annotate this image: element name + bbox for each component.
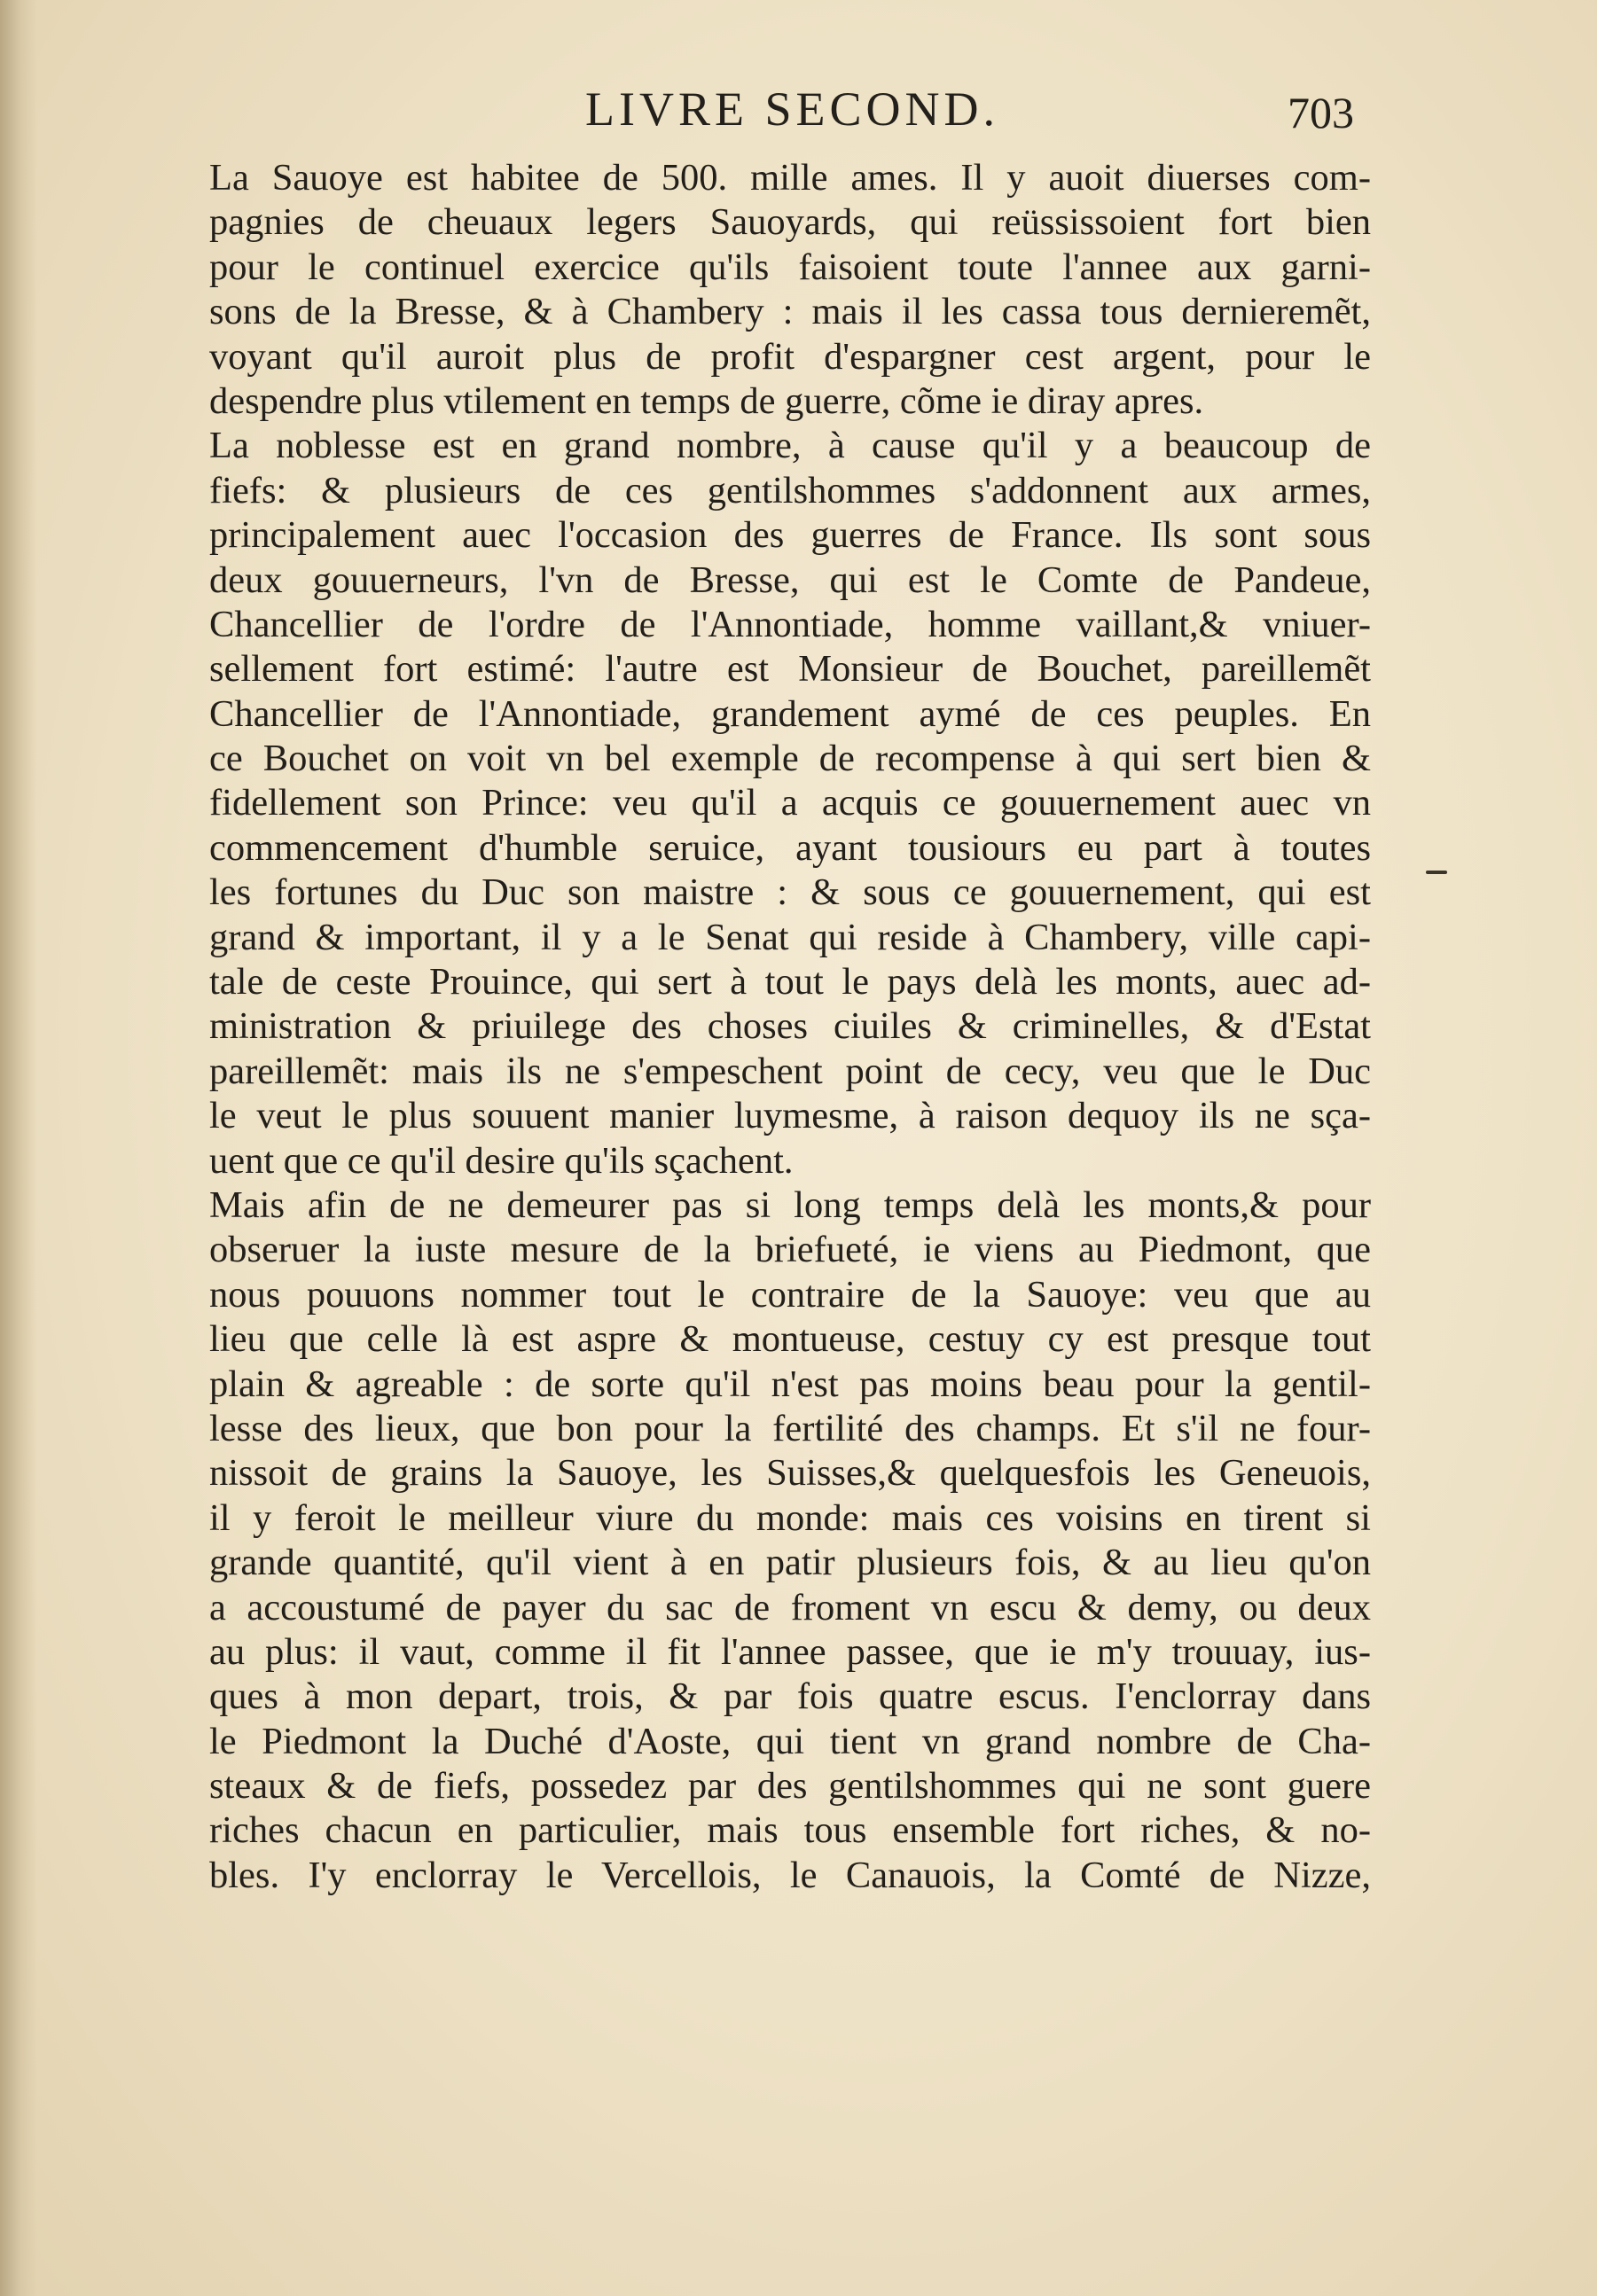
page-header bbox=[0, 82, 1597, 152]
text-line: despendre plus vtilement en temps de guerre, cõme ie diray apres. bbox=[209, 379, 1204, 422]
text-line: bles. I'y enclorray le Vercellois, le Canauois, la Comté de Nizze, bbox=[209, 1854, 1371, 1896]
text-line: riches chacun en particulier, mais tous ensemble fort riches, & no- bbox=[209, 1809, 1371, 1852]
text-line: sons de la Bresse, & à Chambery : mais il les cassa tous dernieremẽt, bbox=[209, 291, 1371, 333]
text-line: Mais afin de ne demeurer pas si long temps delà les monts,& pour bbox=[209, 1183, 1371, 1226]
text-line: ques à mon depart, trois, & par fois quatre escus. I'enclorray dans bbox=[209, 1675, 1371, 1718]
text-line: pour le continuel exercice qu'ils faisoient toute l'annee aux garni- bbox=[209, 246, 1371, 288]
text-line: nissoit de grains la Sauoye, les Suisses,& quelquesfois les Geneuois, bbox=[209, 1452, 1371, 1495]
text-line: fidellement son Prince: veu qu'il a acquis ce gouuernement auec vn bbox=[209, 782, 1371, 824]
text-line: voyant qu'il auroit plus de profit d'espargner cest argent, pour le bbox=[209, 335, 1371, 378]
text-line: La Sauoye est habitee de 500. mille ames. Il y auoit diuerses com- bbox=[209, 157, 1371, 199]
text-line: steaux & de fiefs, possedez par des gentilshommes qui ne sont guere bbox=[209, 1765, 1371, 1808]
text-line: uent que ce qu'il desire qu'ils sçachent. bbox=[209, 1139, 794, 1182]
text-line: plain & agreable : de sorte qu'il n'est pas moins beau pour la gentil- bbox=[209, 1363, 1371, 1405]
text-line: fiefs: & plusieurs de ces gentilshommes s'addonnent aux armes, bbox=[209, 469, 1371, 512]
text-line: le Piedmont la Duché d'Aoste, qui tient vn grand nombre de Cha- bbox=[209, 1720, 1371, 1762]
text-line: les fortunes du Duc son maistre : & sous ce gouuernement, qui est bbox=[209, 871, 1371, 914]
text-line: a accoustumé de payer du sac de froment vn escu & demy, ou deux bbox=[209, 1586, 1371, 1628]
text-line: Chancellier de l'ordre de l'Annontiade, homme vaillant,& vniuer- bbox=[209, 603, 1371, 645]
body-text bbox=[209, 156, 1371, 1898]
text-line: lieu que celle là est aspre & montueuse, cestuy cy est presque tout bbox=[209, 1318, 1371, 1361]
text-line: lesse des lieux, que bon pour la fertilité des champs. Et s'il ne four- bbox=[209, 1407, 1371, 1449]
running-head: LIVRE SECOND. bbox=[585, 82, 999, 136]
margin-dash bbox=[1426, 871, 1447, 874]
binding-gutter bbox=[0, 0, 37, 2296]
text-line: pagnies de cheuaux legers Sauoyards, qui reüssissoient fort bien bbox=[209, 201, 1371, 244]
text-line: pareillemẽt: mais ils ne s'empeschent point de cecy, veu que le Duc bbox=[209, 1050, 1371, 1092]
text-line: le veut le plus souuent manier luymesme, à raison dequoy ils ne sça- bbox=[209, 1095, 1371, 1137]
text-line: ce Bouchet on voit vn bel exemple de recompense à qui sert bien & bbox=[209, 738, 1371, 780]
text-line: grand & important, il y a le Senat qui reside à Chambery, ville capi- bbox=[209, 916, 1371, 958]
text-line: tale de ceste Prouince, qui sert à tout le pays delà les monts, auec ad- bbox=[209, 961, 1371, 1004]
text-line: au plus: il vaut, comme il fit l'annee passee, que ie m'y trouuay, ius- bbox=[209, 1630, 1371, 1673]
text-line: principalement auec l'occasion des guerres de France. Ils sont sous bbox=[209, 514, 1371, 557]
text-line: obseruer la iuste mesure de la briefueté, ie viens au Piedmont, que bbox=[209, 1229, 1371, 1271]
text-line: sellement fort estimé: l'autre est Monsieur de Bouchet, pareillemẽt bbox=[209, 648, 1371, 691]
page-number: 703 bbox=[1288, 88, 1354, 137]
text-line: nous pouuons nommer tout le contraire de la Sauoye: veu que au bbox=[209, 1273, 1371, 1316]
text-line: commencement d'humble seruice, ayant tousiours eu part à toutes bbox=[209, 826, 1371, 869]
text-line: La noblesse est en grand nombre, à cause qu'il y a beaucoup de bbox=[209, 425, 1371, 467]
text-line: il y feroit le meilleur viure du monde: mais ces voisins en tirent si bbox=[209, 1496, 1371, 1539]
text-line: grande quantité, qu'il vient à en patir plusieurs fois, & au lieu qu'on bbox=[209, 1542, 1371, 1584]
text-line: Chancellier de l'Annontiade, grandement aymé de ces peuples. En bbox=[209, 692, 1371, 735]
text-line: deux gouuerneurs, l'vn de Bresse, qui est le Comte de Pandeue, bbox=[209, 558, 1371, 601]
text-line: ministration & priuilege des choses ciuiles & criminelles, & d'Estat bbox=[209, 1005, 1371, 1048]
